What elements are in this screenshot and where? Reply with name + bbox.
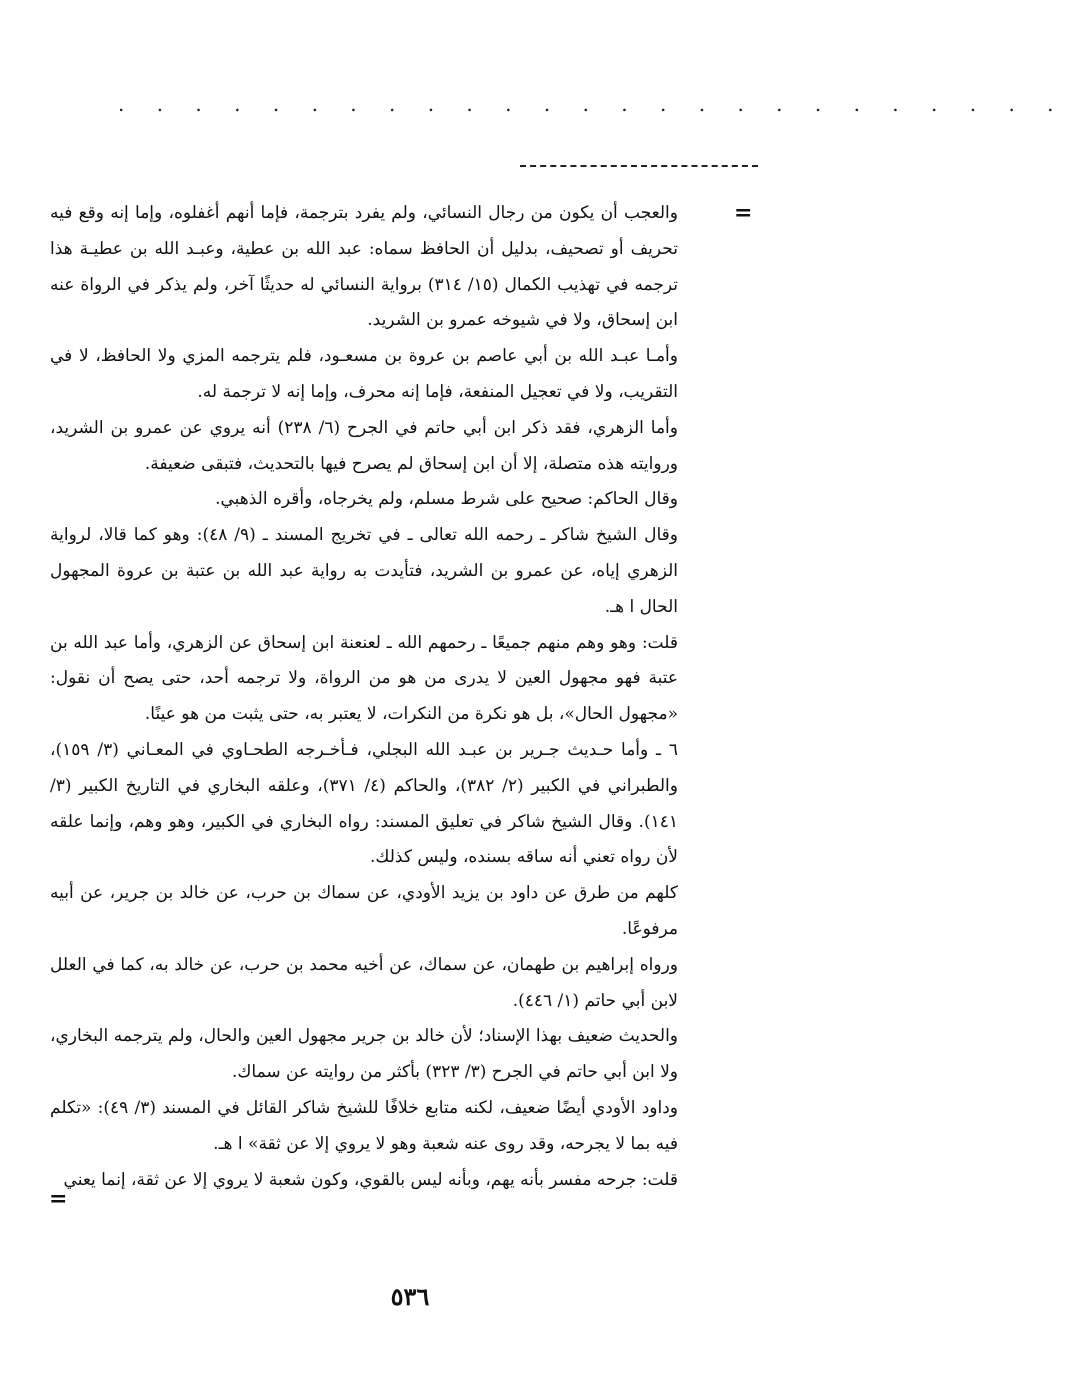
paragraph: وأمـا عبـد الله بن أبي عاصم بن عروة بن مسعـود، فلم يترجمه المزي ولا الحافظ، لا في التقريب، ولا في تعجيل المنفعة، فإما إنه محرف، وإما إنه لا ترجمة له. [50, 346, 678, 402]
paragraph: والعجب أن يكون من رجال النسائي، ولم يفرد بترجمة، فإما أنهم أغفلوه، وإما إنه وقع فيه تحريف أو تصحيف، بدليل أن الحافظ سماه: عبد الله بن عطية، وعبـد الله بن عطيـة هذا ترجمه في تهذيب الكمال (١٥/ ٣١٤) برواية النسائي له حديثًا آخر، ولم يذكر في الرواة عنه ابن إسحاق، ولا في شيوخه عمرو بن الشريد. [50, 203, 679, 331]
page-number: ٥٣٦ [390, 1282, 430, 1311]
paragraph: ٦ ـ وأما حـديث جـرير بن عبـد الله البجلي، فـأخـرجه الطحـاوي في المعـاني (٣/ ١٥٩)، والطبراني في الكبير (٢/ ٣٨٢)، والحاكم (٤/ ٣٧١)، وعلقه البخاري في التاريخ الكبير (٣/ ١٤١). وقال الشيخ شاكر في تعليق المسند: رواه البخاري في الكبير، وهو وهم، وإنما علقه لأن رواه تعني أنه ساقه بسنده، وليس كذلك. [50, 739, 678, 868]
continuation-mark: = [734, 200, 753, 226]
paragraph: وداود الأودي أيضًا ضعيف، لكنه متابع خلافًا للشيخ شاكر القائل في المسند (٣/ ٤٩): «تكلم فيه بما لا يجرحه، وقد روى عنه شعبة وهو لا يروي إلا عن ثقة» ا هـ. [50, 1097, 678, 1154]
paragraph: وأما الزهري، فقد ذكر ابن أبي حاتم في الجرح (٦/ ٢٣٨) أنه يروي عن عمرو بن الشريد، وروايته هذه متصلة، إلا أن ابن إسحاق لم يصرح فيها بالتحديث، فتبقى ضعيفة. [50, 417, 678, 474]
paragraph: وقال الشيخ شاكر ـ رحمه الله تعالى ـ في تخريج المسند ـ (٩/ ٤٨): وهو كما قالا، لرواية الزهري إياه، عن عمرو بن الشريد، فتأيدت به رواية عبد الله بن عتبة بن عروة المجهول الحال ا هـ. [50, 525, 678, 617]
paragraph: والحديث ضعيف بهذا الإسناد؛ لأن خالد بن جرير مجهول العين والحال، ولم يترجمه البخاري، ولا ابن أبي حاتم في الجرح (٣/ ٣٢٣) بأكثر من روايته عن سماك. [50, 1026, 678, 1083]
paragraph: قلت: جرحه مفسر بأنه يهم، وبأنه ليس بالقوي، وكون شعبة لا يروي إلا عن ثقة، إنما يعني [63, 1169, 678, 1190]
paragraph: وقال الحاكم: صحيح على شرط مسلم، ولم يخرجاه، وأقره الذهبي. [215, 489, 678, 510]
header-dotted-line: . . . . . . . . . . . . . . . . . . . . . . . . . [118, 92, 1067, 116]
paragraph: قلت: وهو وهم منهم جميعًا ـ رحمهم الله ـ لعنعنة ابن إسحاق عن الزهري، وأما عبد الله بن عتبة فهو مجهول العين لا يدرى من هو من الرواة، ولا ترجمه أحد، حتى يصح أن نقول: «مجهول الحال»، بل هو نكرة من النكرات، لا يعتبر به، حتى يثبت من هو عينًا. [50, 632, 678, 725]
paragraph: كلهم من طرق عن داود بن يزيد الأودي، عن سماك بن حرب، عن خالد بن جرير، عن أبيه مرفوعًا. [50, 883, 678, 939]
footnote-separator-rule [520, 165, 758, 167]
footnote-body [50, 196, 678, 1198]
paragraph: ورواه إبراهيم بن طهمان، عن سماك، عن أخيه محمد بن حرب، عن خالد به، كما في العلل لابن أبي حاتم (١/ ٤٤٦). [50, 954, 678, 1011]
continued-on-next-page-mark: = [49, 1186, 68, 1212]
